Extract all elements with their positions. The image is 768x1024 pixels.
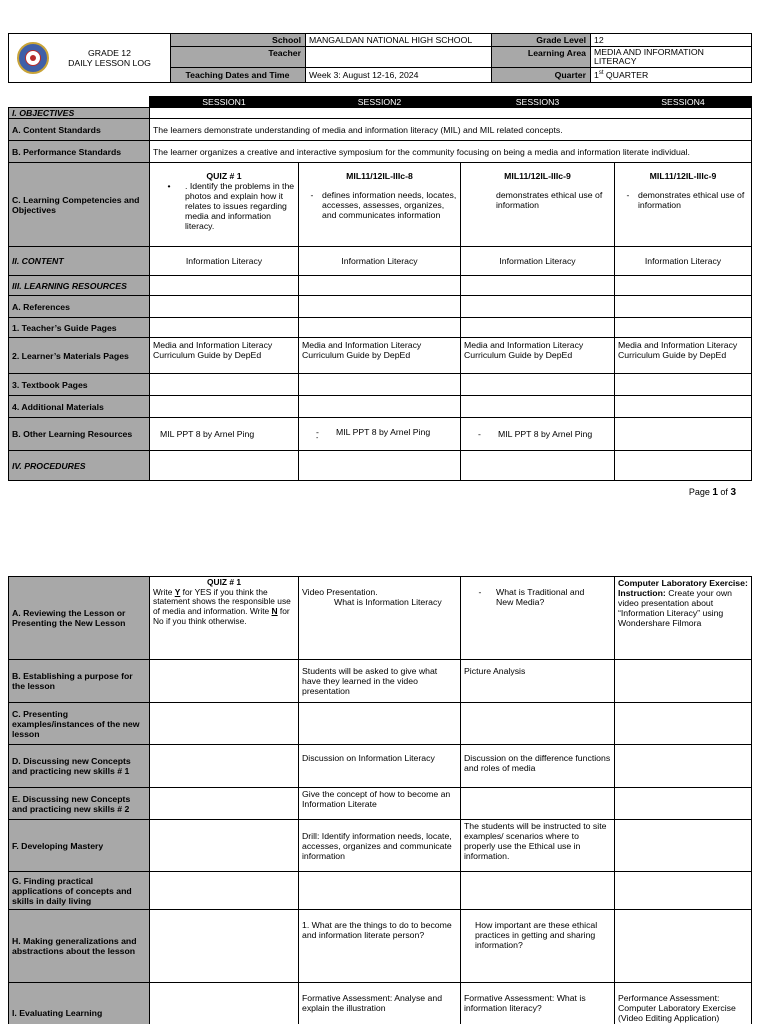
practical-applications-label: G. Finding practical applications of concepts and skills in daily living — [9, 872, 150, 910]
competency-session4: MIL11/12IL-IIIc-9 - demonstrates ethical use of information — [615, 163, 752, 247]
session-4-header: SESSION4 — [615, 97, 752, 108]
performance-standards-text: The learner organizes a creative and interactive symposium for the community focusing on being a media and information literate individual. — [150, 141, 752, 163]
competencies-label: C. Learning Competencies and Objectives — [9, 163, 150, 247]
discussing-concepts-2-session2: Give the concept of how to become an Information Literate — [299, 788, 461, 820]
evaluating-session2: Formative Assessment: Analyse and explain the illustration — [299, 983, 461, 1024]
teaching-dates-value: Week 3: August 12-16, 2024 — [306, 68, 492, 83]
reviewing-lesson-label: A. Reviewing the Lesson or Presenting the New Lesson — [9, 577, 150, 660]
quarter-label: Quarter — [492, 68, 591, 83]
reviewing-session3: - What is Traditional and New Media? — [461, 577, 615, 660]
page-number: Page 1 of 3 — [688, 487, 736, 498]
competency-session2: MIL11/12IL-IIIc-8 - defines information needs, locates, accesses, assesses, organizes, and communicates information — [299, 163, 461, 247]
reviewing-session2: Video Presentation. What is Information Literacy — [299, 577, 461, 660]
learners-materials-label: 2. Learner’s Materials Pages — [9, 338, 150, 374]
quarter-value: 1st QUARTER — [591, 68, 752, 83]
page-2 — [0, 548, 768, 1024]
teachers-guide-label: 1. Teacher’s Guide Pages — [9, 318, 150, 338]
learners-materials-session2: Media and Information Literacy Curriculum Guide by DepEd — [299, 338, 461, 374]
establishing-purpose-session3: Picture Analysis — [461, 660, 615, 703]
references-label: A. References — [9, 296, 150, 318]
presenting-examples-label: C. Presenting examples/instances of the new lesson — [9, 703, 150, 745]
header-title-line1: GRADE 12 — [88, 47, 131, 58]
header-title-cell — [9, 34, 171, 83]
content-standards-label: A. Content Standards — [9, 119, 150, 141]
lesson-log-table-page2 — [8, 576, 752, 1024]
header-title-line2: DAILY LESSON LOG — [68, 58, 151, 69]
deped-seal-logo — [17, 42, 49, 74]
content-standards-text: The learners demonstrate understanding of media and information literacy (MIL) and MIL related concepts. — [150, 119, 752, 141]
reviewing-session1: QUIZ # 1 Write Y for YES if you think the statement shows the responsible use of media and information. Write N for No if you think otherwise. — [150, 577, 299, 660]
content-heading: II. CONTENT — [9, 247, 150, 276]
developing-mastery-label: F. Developing Mastery — [9, 820, 150, 872]
other-resources-session3: - MIL PPT 8 by Arnel Ping — [461, 418, 615, 451]
discussing-concepts-2-label: E. Discussing new Concepts and practicing new skills # 2 — [9, 788, 150, 820]
competency-session1: QUIZ # 1 • . Identify the problems in the photos and explain how it relates to issues regarding media and information literacy. — [150, 163, 299, 247]
content-session1: Information Literacy — [150, 247, 299, 276]
evaluating-session3: Formative Assessment: What is information literacy? — [461, 983, 615, 1024]
lesson-log-table-page1 — [8, 96, 752, 481]
session-3-header: SESSION3 — [461, 97, 615, 108]
teaching-dates-label: Teaching Dates and Time — [171, 68, 306, 83]
reviewing-session4: Computer Laboratory Exercise: Instruction: Create your own video presentation about “Information Literacy” using Wondershare Filmora — [615, 577, 752, 660]
teacher-value — [306, 47, 492, 68]
establishing-purpose-session2: Students will be asked to give what have they learned in the video presentation — [299, 660, 461, 703]
learning-area-value: MEDIA AND INFORMATION LITERACY — [591, 47, 752, 68]
session-1-header: SESSION1 — [150, 97, 299, 108]
objectives-heading: I. OBJECTIVES — [9, 108, 150, 119]
content-session4: Information Literacy — [615, 247, 752, 276]
learning-area-label: Learning Area — [492, 47, 591, 68]
school-value: MANGALDAN NATIONAL HIGH SCHOOL — [306, 34, 492, 47]
other-resources-label: B. Other Learning Resources — [9, 418, 150, 451]
header-table — [8, 33, 752, 83]
competency-session3: MIL11/12IL-IIIc-9 demonstrates ethical use of information — [461, 163, 615, 247]
establishing-purpose-label: B. Establishing a purpose for the lesson — [9, 660, 150, 703]
teacher-label: Teacher — [171, 47, 306, 68]
textbook-pages-label: 3. Textbook Pages — [9, 374, 150, 396]
grade-level-value: 12 — [591, 34, 752, 47]
content-session2: Information Literacy — [299, 247, 461, 276]
content-session3: Information Literacy — [461, 247, 615, 276]
evaluating-learning-label: I. Evaluating Learning — [9, 983, 150, 1024]
school-label: School — [171, 34, 306, 47]
performance-standards-label: B. Performance Standards — [9, 141, 150, 163]
session-2-header: SESSION2 — [299, 97, 461, 108]
developing-mastery-session3: The students will be instructed to site examples/ scenarios where to properly use the Ethical use in information. — [461, 820, 615, 872]
discussing-concepts-1-session2: Discussion on Information Literacy — [299, 745, 461, 788]
generalizations-session3: How important are these ethical practices in getting and sharing information? — [461, 910, 615, 983]
learning-resources-heading: III. LEARNING RESOURCES — [9, 276, 150, 296]
evaluating-session4: Performance Assessment: Computer Laboratory Exercise (Video Editing Application) — [615, 983, 752, 1024]
learners-materials-session3: Media and Information Literacy Curriculum Guide by DepEd — [461, 338, 615, 374]
developing-mastery-session2: Drill: Identify information needs, locate, accesses, organizes and communicate information — [299, 820, 461, 872]
learners-materials-session4: Media and Information Literacy Curriculum Guide by DepEd — [615, 338, 752, 374]
other-resources-session2: - MIL PPT 8 by Arnel Ping - — [299, 418, 461, 451]
grade-level-label: Grade Level — [492, 34, 591, 47]
generalizations-session2: 1. What are the things to do to become and information literate person? — [299, 910, 461, 983]
discussing-concepts-1-session3: Discussion on the difference functions and roles of media — [461, 745, 615, 788]
learners-materials-session1: Media and Information Literacy Curriculum Guide by DepEd — [150, 338, 299, 374]
other-resources-session1: MIL PPT 8 by Arnel Ping — [150, 418, 299, 451]
additional-materials-label: 4. Additional Materials — [9, 396, 150, 418]
generalizations-label: H. Making generalizations and abstractions about the lesson — [9, 910, 150, 983]
procedures-heading: IV. PROCEDURES — [9, 451, 150, 481]
discussing-concepts-1-label: D. Discussing new Concepts and practicing new skills # 1 — [9, 745, 150, 788]
